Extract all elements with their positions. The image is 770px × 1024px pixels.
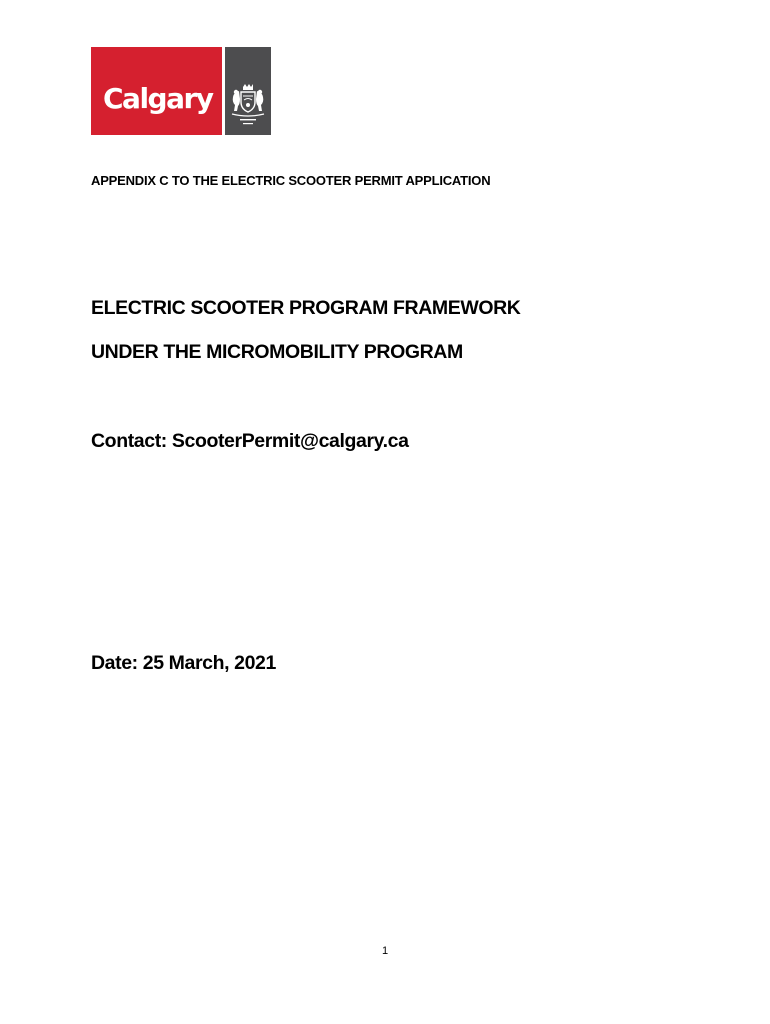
city-crest-icon	[228, 83, 268, 131]
logo-wordmark: Calgary	[103, 82, 213, 115]
logo-red-block	[91, 47, 222, 135]
calgary-logo	[91, 47, 271, 135]
date-line: Date: 25 March, 2021	[91, 652, 276, 674]
page-number: 1	[381, 945, 389, 957]
document-title-line-1: ELECTRIC SCOOTER PROGRAM FRAMEWORK	[91, 297, 521, 319]
contact-line: Contact: ScooterPermit@calgary.ca	[91, 430, 409, 452]
logo-grey-block	[225, 47, 271, 135]
document-title-line-2: UNDER THE MICROMOBILITY PROGRAM	[91, 341, 463, 363]
appendix-heading: APPENDIX C TO THE ELECTRIC SCOOTER PERMIT APPLICATION	[91, 173, 491, 188]
